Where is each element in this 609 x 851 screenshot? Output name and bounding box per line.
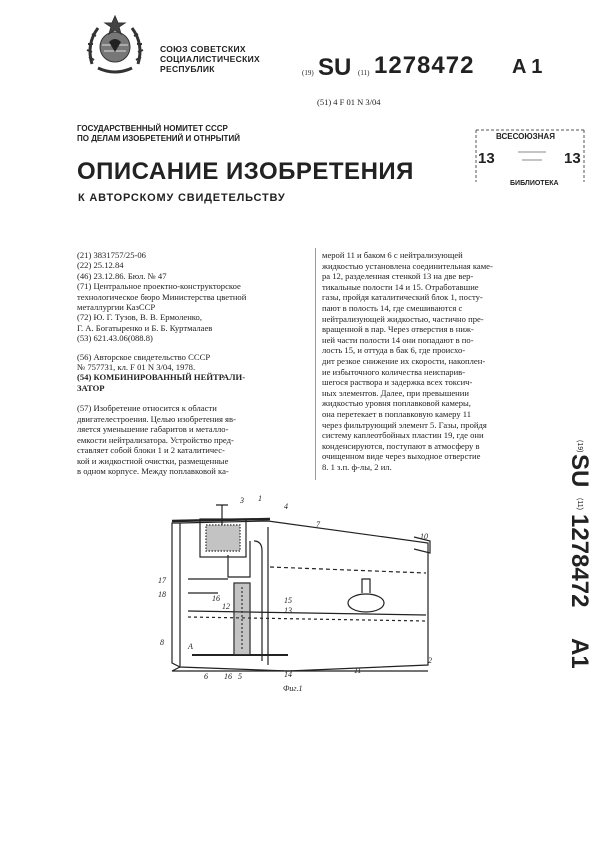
figure-label: 16 (212, 594, 220, 603)
figure-label: 13 (284, 606, 292, 615)
abstract-line: емкости нейтрализатора. Устройство пред- (77, 434, 234, 445)
abstract-line: ней части полости 14 они попадают в по- (322, 334, 474, 345)
abstract-line: шегося раствора и задержка всех токсич- (322, 377, 473, 388)
figure-label: 4 (284, 502, 288, 511)
figure-label: 16 (224, 672, 232, 681)
figure-label: 3 (240, 496, 244, 505)
figure-label: A (188, 642, 193, 651)
abstract-line: очищенном виде через выходное отверстие (322, 451, 481, 462)
biblio-field-21: (21) 3831757/25-06 (77, 250, 146, 260)
abstract-line: тикальные полости 14 и 15. Отработавшие (322, 281, 479, 292)
biblio-field-56: (56) Авторское свидетельство СССР (77, 351, 211, 362)
library-stamp (470, 124, 590, 196)
figure-label: 7 (316, 520, 320, 529)
vertical-country-code: SU (566, 454, 593, 488)
committee-line: ГОСУДАРСТВЕННЫЙ НОМИТЕТ СССР (77, 124, 228, 133)
inid-code-19: (19) (302, 69, 314, 77)
invention-title: ЗАТОР (77, 382, 105, 393)
inid-code-11: (11) (358, 69, 370, 77)
stamp-number-right: 13 (564, 150, 581, 167)
stamp-library-label: ВСЕСОЮЗНАЯ (496, 132, 555, 141)
figure-label: 11 (354, 666, 362, 675)
vertical-code-19: (19) (576, 440, 583, 453)
document-title: ОПИСАНИЕ ИЗОБРЕТЕНИЯ (77, 158, 414, 185)
abstract-line: пают в полость 14, где смешиваются с (322, 302, 463, 313)
abstract-line: (57) Изобретение относится к области (77, 403, 217, 413)
biblio-field-71: металлургии КазССР (77, 302, 156, 313)
vertical-patent-number (552, 440, 593, 680)
abstract-line: конденсируются, поступают в атмосферу в (322, 440, 480, 451)
abstract-line: двигателестроения. Целью изобретения яв- (77, 413, 236, 424)
figure-label: 8 (160, 638, 164, 647)
figure-label: 10 (420, 532, 428, 541)
abstract-line: мерой 11 и баком 6 с нейтрализующей (322, 250, 463, 260)
bibliographic-data (77, 250, 309, 393)
figure-label: 18 (158, 590, 166, 599)
stamp-number-left: 13 (478, 150, 495, 167)
abstract-line: через фильтрующий элемент 5. Газы, пройдя (322, 419, 487, 430)
abstract-line: вращенной в пар. Через отверстия в ниж- (322, 324, 474, 335)
document-subtitle: К АВТОРСКОМУ СВИДЕТЕЛЬСТВУ (78, 192, 286, 204)
country-line: РЕСПУБЛИК (160, 64, 215, 74)
country-code: SU (318, 54, 352, 81)
abstract-line: ляется уменьшение габаритов и металло- (77, 424, 229, 434)
abstract-line: ие избыточного количества неиспарив- (322, 366, 466, 377)
abstract-line: нейтрализующей жидкостью, частично пре- (322, 313, 484, 324)
technical-drawing (158, 494, 440, 683)
abstract-line: жидкостью установлена соединительная каме- (322, 260, 493, 271)
abstract-line: жидкостью уровня поплавковой камеры, (322, 398, 471, 409)
biblio-field-72: (72) Ю. Г. Тузов, В. В. Ермоленко, (77, 312, 202, 323)
country-name (160, 44, 260, 74)
abstract-line: в одном корпусе. Между поплавковой ка- (77, 466, 229, 476)
abstract-line: систему каплеотбойных пластин 19, где они (322, 430, 484, 441)
abstract-line: ставляет собой блоки 1 и 2 каталитичес- (77, 445, 225, 455)
stamp-library-footer: БИБЛИОТЕКА (510, 180, 559, 187)
abstract-line: лость 15, и оттуда в бак 6, где происхо- (322, 345, 466, 356)
figure-label: 15 (284, 596, 292, 605)
committee-line: ПО ДЕЛАМ ИЗОБРЕТЕНИЙ И ОТНРЫТИЙ (77, 134, 240, 143)
vertical-code-11: (11) (576, 498, 583, 510)
patent-number: 1278472 (374, 52, 475, 79)
abstract-line: ных элементов. Далее, при превышении (322, 387, 469, 398)
figure-caption: Фиг.1 (283, 684, 303, 693)
abstract-line: кой и жидкостной очистки, размещенные (77, 455, 229, 466)
abstract-left-column (77, 403, 309, 477)
vertical-doc-kind: A1 (566, 638, 593, 669)
abstract-line: она перетекает в поплавковую камеру 11 (322, 408, 472, 419)
abstract-line: дит резкое снижение их скорости, накоплен- (322, 355, 486, 366)
figure-label: 1 (258, 494, 262, 503)
vertical-patent-num: 1278472 (566, 514, 593, 608)
biblio-field-71: (71) Центральное проектно-конструкторское (77, 281, 241, 292)
abstract-line: газы, пройдя каталитический блок 1, посту- (322, 292, 483, 303)
committee-name (77, 124, 240, 144)
figure-label: 17 (158, 576, 166, 585)
biblio-field-72: Г. А. Богатыренко и Б. Б. Куртмалаев (77, 322, 213, 333)
invention-title: (54) КОМБИНИРОВАННЫЙ НЕЙТРАЛИ- (77, 372, 246, 383)
biblio-field-22: (22) 25.12.84 (77, 260, 124, 271)
abstract-line: ра 12, разделенная стенкой 13 на две вер- (322, 271, 474, 282)
figure-label: 2 (428, 656, 432, 665)
figure-label: 6 (204, 672, 208, 681)
state-emblem-icon (82, 14, 148, 80)
abstract-line: 8. 1 з.п. ф-лы, 2 ил. (322, 461, 392, 472)
column-divider (315, 248, 316, 480)
biblio-field-56: № 757731, кл. F 01 N 3/04, 1978. (77, 362, 196, 373)
biblio-field-53: (53) 621.43.06(088.8) (77, 333, 153, 344)
abstract-right-column (322, 250, 554, 472)
figure-label: 5 (238, 672, 242, 681)
biblio-field-71: технологическое бюро Министерства цветной (77, 291, 247, 302)
ipc-classification: (51) 4 F 01 N 3/04 (317, 97, 381, 107)
country-line: СОЮЗ СОВЕТСКИХ (160, 44, 246, 54)
figure-label: 14 (284, 670, 292, 679)
figure-label: 12 (222, 602, 230, 611)
biblio-field-46: (46) 23.12.86. Бюл. № 47 (77, 270, 167, 281)
country-line: СОЦИАЛИСТИЧЕСКИХ (160, 54, 260, 64)
document-kind: A 1 (512, 56, 543, 78)
